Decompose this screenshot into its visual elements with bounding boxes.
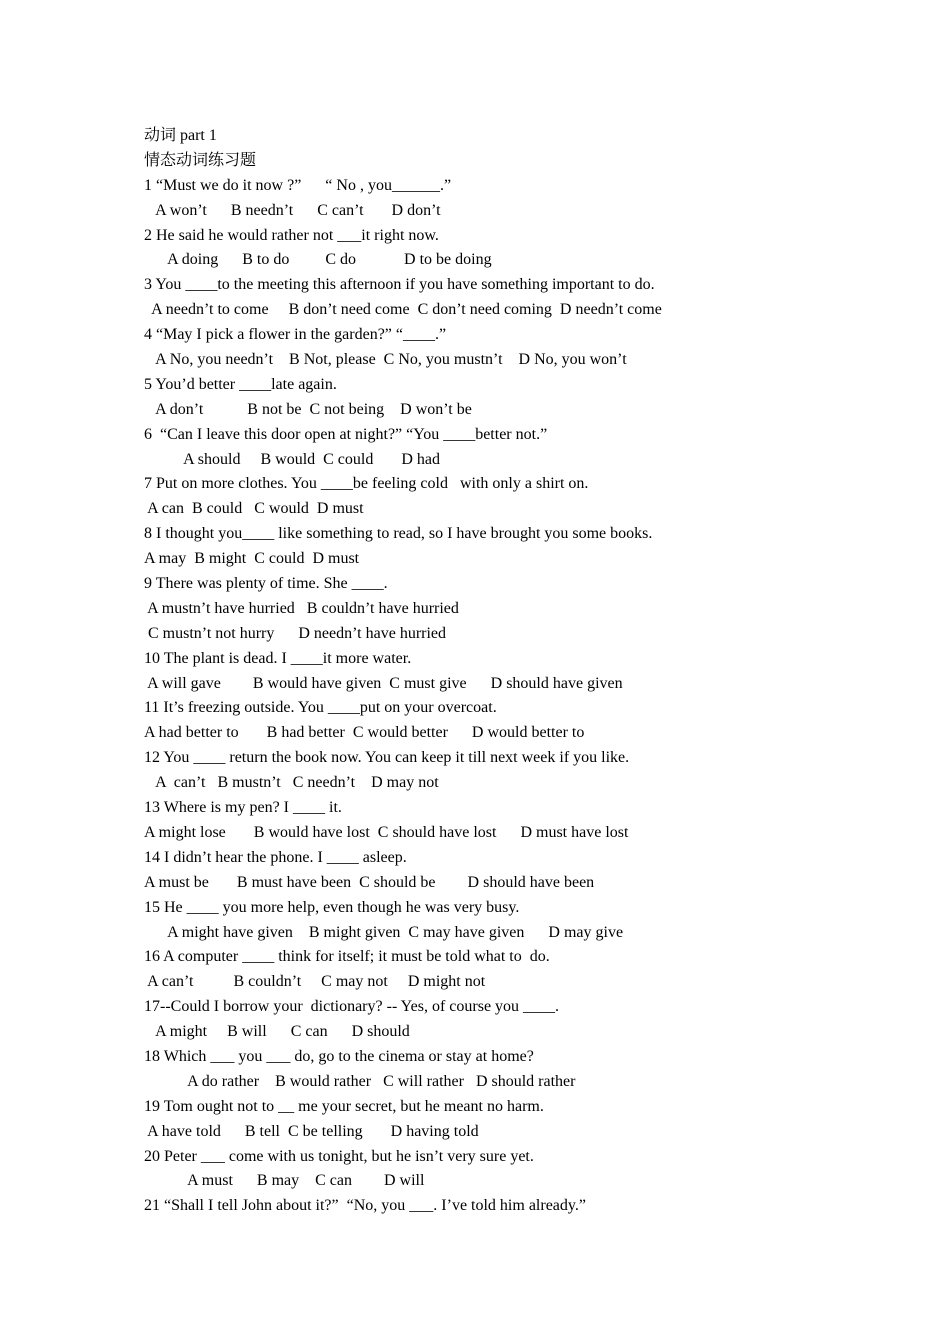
exercise-line: A doing B to do C do D to be doing [144, 251, 492, 269]
exercise-line: A might B will C can D should [144, 1023, 410, 1041]
exercise-line: 9 There was plenty of time. She ____. [144, 575, 388, 593]
exercise-line: A don’t B not be C not being D won’t be [144, 400, 472, 418]
exercise-line: A must B may C can D will [144, 1172, 425, 1190]
exercise-line: A will gave B would have given C must give D should have given [144, 674, 623, 692]
exercise-line: 7 Put on more clothes. You ____be feeling cold with only a shirt on. [144, 475, 589, 493]
exercise-line: 17--Could I borrow your dictionary? -- Yes, of course you ____. [144, 998, 560, 1016]
exercise-line: 5 You’d better ____late again. [144, 375, 337, 393]
exercise-line: A had better to B had better C would better D would better to [144, 724, 585, 742]
exercise-line: A may B might C could D must [144, 550, 360, 568]
exercise-line: A can B could C would D must [144, 500, 364, 518]
exercise-line: A No, you needn’t B Not, please C No, you mustn’t D No, you won’t [144, 351, 627, 369]
exercise-line: A might lose B would have lost C should have lost D must have lost [144, 823, 629, 841]
exercise-line: 15 He ____ you more help, even though he was very busy. [144, 898, 520, 916]
exercise-list [144, 174, 844, 1219]
exercise-line: 16 A computer ____ think for itself; it must be told what to do. [144, 948, 550, 966]
document-title: 动词 part 1 [144, 127, 217, 144]
exercise-line: A can’t B mustn’t C needn’t D may not [144, 774, 439, 792]
exercise-line: 21 “Shall I tell John about it?” “No, you ___. I’ve told him already.” [144, 1197, 586, 1215]
exercise-line: 18 Which ___ you ___ do, go to the cinema or stay at home? [144, 1047, 534, 1065]
exercise-line: A have told B tell C be telling D having told [144, 1122, 479, 1140]
exercise-line: 10 The plant is dead. I ____it more water. [144, 649, 412, 667]
exercise-line: 19 Tom ought not to __ me your secret, but he meant no harm. [144, 1097, 544, 1115]
exercise-line: A can’t B couldn’t C may not D might not [144, 973, 486, 991]
exercise-line: A do rather B would rather C will rather D should rather [144, 1072, 576, 1090]
document-page [144, 124, 844, 1219]
exercise-line: C mustn’t not hurry D needn’t have hurried [144, 624, 447, 642]
exercise-line: A mustn’t have hurried B couldn’t have hurried [144, 599, 459, 617]
exercise-line: 20 Peter ___ come with us tonight, but he isn’t very sure yet. [144, 1147, 534, 1165]
exercise-line: A might have given B might given C may have given D may give [144, 923, 624, 941]
exercise-line: 6 “Can I leave this door open at night?” “You ____better not.” [144, 425, 548, 443]
exercise-line: 8 I thought you____ like something to read, so I have brought you some books. [144, 525, 653, 543]
exercise-line: A needn’t to come B don’t need come C don’t need coming D needn’t come [144, 301, 662, 319]
exercise-line: 4 “May I pick a flower in the garden?” “____.” [144, 326, 447, 344]
document-subtitle: 情态动词练习题 [144, 151, 257, 169]
exercise-line: A should B would C could D had [144, 450, 441, 468]
exercise-line: 14 I didn’t hear the phone. I ____ asleep. [144, 848, 407, 866]
exercise-line: A won’t B needn’t C can’t D don’t [144, 201, 441, 219]
exercise-line: 13 Where is my pen? I ____ it. [144, 799, 342, 817]
exercise-line: A must be B must have been C should be D should have been [144, 873, 595, 891]
exercise-line: 3 You ____to the meeting this afternoon if you have something important to do. [144, 276, 655, 294]
exercise-line: 12 You ____ return the book now. You can keep it till next week if you like. [144, 749, 630, 767]
exercise-line: 2 He said he would rather not ___it right now. [144, 226, 439, 244]
exercise-line: 1 “Must we do it now ?” “ No , you______.” [144, 176, 452, 194]
exercise-line: 11 It’s freezing outside. You ____put on your overcoat. [144, 699, 497, 717]
